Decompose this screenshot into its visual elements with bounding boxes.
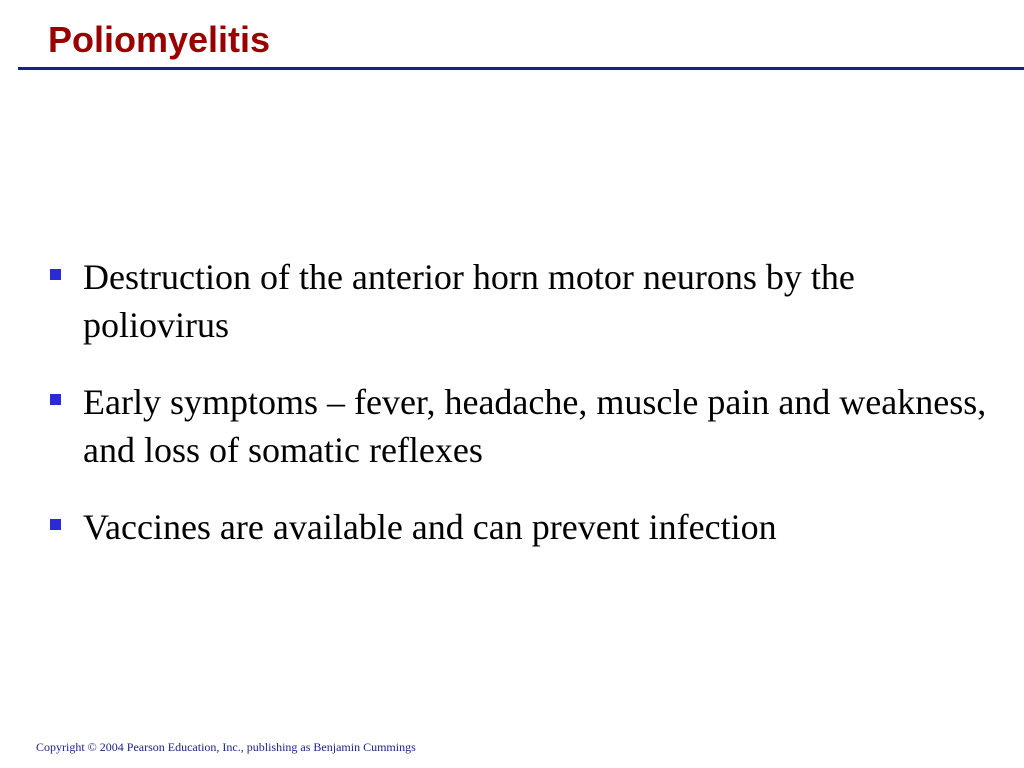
square-bullet-icon bbox=[50, 519, 61, 530]
bullet-text: Vaccines are available and can prevent infection bbox=[83, 507, 777, 547]
bullet-list bbox=[48, 253, 988, 580]
bullet-item bbox=[48, 503, 988, 551]
bullet-item bbox=[48, 378, 988, 474]
title-divider bbox=[18, 67, 1024, 70]
copyright-footer: Copyright © 2004 Pearson Education, Inc., publishing as Benjamin Cummings bbox=[36, 740, 416, 754]
square-bullet-icon bbox=[50, 269, 61, 280]
bullet-item bbox=[48, 253, 988, 349]
bullet-text: Destruction of the anterior horn motor neurons by the poliovirus bbox=[83, 257, 855, 345]
square-bullet-icon bbox=[50, 394, 61, 405]
slide-title: Poliomyelitis bbox=[48, 19, 271, 60]
bullet-text: Early symptoms – fever, headache, muscle pain and weakness, and loss of somatic reflexes bbox=[83, 382, 987, 470]
